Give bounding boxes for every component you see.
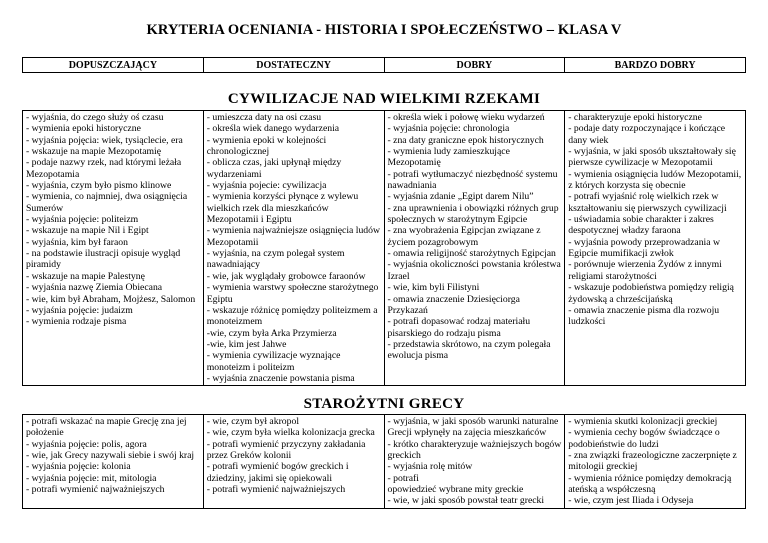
criterion-item: - wyjaśnia, w jaki sposób ukształtowały się pierwsze cywilizacje w Mezopotamii [568, 146, 736, 169]
criterion-item: - porównuje wierzenia Żydów z innymi religiami starożytności [568, 259, 722, 282]
criteria-cell [23, 111, 204, 386]
criterion-item: - wyjaśnia pojęcie: mit, mitologia [26, 472, 157, 484]
criterion-item: - omawia znaczenie pisma dla rozwoju ludzkości [568, 304, 720, 328]
level-header-dostateczny: DOSTATECZNY [203, 58, 384, 73]
criterion-item: -wie, kim jest Jahwe [206, 338, 287, 350]
criterion-item: - wskazuje różnicę pomiędzy politeizmem a monoteizmem [206, 304, 378, 328]
criterion-item: - wyjaśnia pojecie: cywilizacja [206, 180, 327, 192]
criterion-item: - potrafi wskazać na mapie Grecję zna jej położenie [26, 416, 187, 439]
criteria-cell [23, 415, 204, 509]
criteria-cell [203, 111, 384, 386]
criteria-cell [384, 415, 565, 509]
criterion-item: - potrafi [387, 472, 419, 484]
criterion-item: - wskazuje na mapie Nil i Egipt [26, 225, 149, 237]
criterion-item: - wyjaśnia pojęcie: polis, agora [26, 438, 147, 450]
criterion-item: - oblicza czas, jaki upłynął między wydarzeniami [206, 157, 342, 180]
criterion-item: - omawia religijność starożytnych Egipcjan [387, 248, 556, 260]
criterion-item: - wymienia, co najmniej, dwa osiągnięcia Sumerów [26, 191, 188, 214]
criterion-item: - wskazuje na mapie Palestynę [26, 270, 145, 282]
level-header-dopuszczajacy: DOPUSZCZAJĄCY [23, 58, 204, 73]
criterion-item: - charakteryzuje epoki historyczne [568, 112, 702, 123]
criterion-item: - wskazuje na mapie Mezopotamię [26, 146, 162, 158]
criterion-item: - potrafi wymienić najważniejszych [26, 484, 165, 496]
section-heading-grecy: STAROŻYTNI GRECY [303, 396, 465, 412]
criteria-table-cywilizacje [22, 110, 746, 386]
criterion-item: - wymienia warstwy społeczne starożytnego Egiptu [206, 282, 379, 305]
criterion-item: - omawia znaczenie Dziesięciorga Przykazań [387, 293, 520, 316]
criterion-item: - umieszcza daty na osi czasu [206, 112, 322, 123]
criterion-item: - wie, czym była wielka kolonizacja grecka [206, 427, 375, 439]
criterion-item: - zna daty graniczne epok historycznych [387, 134, 544, 146]
criterion-item: - wyjaśnia okoliczności powstania królestwa Izrael [387, 259, 561, 282]
criterion-item: - wyjaśnia, czym było pismo klinowe [26, 180, 172, 192]
criterion-item: - wie, czym był akropol [206, 416, 300, 427]
criterion-item: - wymienia osiągnięcia ludów Mezopotamii, z których korzysta się obecnie [568, 168, 742, 192]
criterion-item: - wie, kim byli Filistyni [387, 282, 480, 294]
criterion-item: - wyjaśnia nazwę Ziemia Obiecana [26, 282, 163, 294]
criterion-item: - krótko charakteryzuje ważniejszych bogów greckich [387, 438, 562, 462]
criterion-item: - zna związki frazeologiczne zaczerpnięte z mitologii greckiej [568, 450, 737, 473]
criterion-item: - zna uprawnienia i obowiązki różnych grup społecznych w starożytnym Egipcie [387, 202, 559, 226]
criterion-item: - wyjaśnia, kim był faraon [26, 236, 128, 248]
section-heading-cywilizacje: CYWILIZACJE NAD WIELKIMI RZEKAMI [227, 91, 541, 107]
criterion-item: - wyjaśnia pojęcie: chronologia [387, 123, 510, 135]
criterion-item: - zna wyobrażenia Egipcjan związane z życiem pozagrobowym [387, 225, 541, 248]
criterion-item: - wymienia epoki w kolejności chronologicznej [206, 134, 327, 158]
criterion-item: - uświadamia sobie charakter i zakres despotycznej władzy faraona [568, 214, 714, 237]
criterion-item: - potrafi wymienić przyczyny zakładania przez Greków kolonii [206, 438, 366, 462]
criterion-item: - określa wiek danego wydarzenia [206, 123, 340, 135]
criterion-item: - wyjaśnia zdanie „Egipt darem Nilu” [387, 191, 534, 203]
criterion-item: - wyjaśnia pojęcia: wiek, tysiąclecie, era [26, 134, 183, 146]
criterion-item: opowiedzieć wybrane mity greckie [387, 484, 524, 496]
criterion-item: - wymienia cywilizacje wyznające monoteizm i politeizm [206, 350, 341, 373]
criterion-item: - wie, w jaki sposób powstał teatr grecki [387, 495, 545, 507]
criterion-item: - potrafi dopasować rodzaj materiału pisarskiego do rodzaju pisma [387, 316, 531, 339]
criterion-item: - wymienia epoki historyczne [26, 123, 141, 135]
criterion-item: - wyjaśnia pojęcie: judaizm [26, 304, 133, 316]
criterion-item: - wymienia rodzaje pisma [26, 316, 127, 328]
grade-levels-header [22, 57, 746, 73]
criterion-item: - potrafi wytłumaczyć niezbędność systemu nawadniania [387, 168, 558, 192]
level-header-bardzo-dobry: BARDZO DOBRY [565, 58, 746, 73]
criterion-item: - wie, kim był Abraham, Mojżesz, Salomon [26, 293, 196, 305]
page-title: KRYTERIA OCENIANIA - HISTORIA I SPOŁECZEŃSTWO – KLASA V [146, 22, 622, 38]
criterion-item: - podaje nazwy rzek, nad którymi leżała Mezopotamia [26, 157, 182, 180]
criteria-cell [565, 111, 746, 386]
criterion-item: - wyjaśnia znaczenie powstania pisma [206, 372, 355, 384]
criteria-cell [565, 415, 746, 509]
criterion-item: - określa wiek i połowę wieku wydarzeń [387, 112, 545, 123]
criterion-item: - wskazuje podobieństwa pomiędzy religią żydowską a chrześcijańską [568, 282, 734, 305]
criterion-item: - wymienia skutki kolonizacji greckiej [568, 416, 718, 427]
criterion-item: - wyjaśnia, w jaki sposób warunki naturalne Grecji wpłynęły na zajęcia mieszkańców [387, 416, 559, 439]
criteria-table-grecy [22, 414, 746, 509]
criterion-item: - wyjaśnia, do czego służy oś czasu [26, 112, 164, 123]
criterion-item: - przedstawia skrótowo, na czym polegała ewolucja pisma [387, 338, 551, 362]
criterion-item: - na podstawie ilustracji opisuje wygląd piramidy [26, 248, 181, 271]
criterion-item: - wie, jak wyglądały grobowce faraonów [206, 270, 366, 282]
criterion-item: - wyjaśnia, na czym polegał system nawadniający [206, 248, 345, 271]
criterion-item: - wyjaśnia powody przeprowadzania w Egipcie mumifikacji zwłok [568, 236, 720, 260]
criterion-item: - potrafi wymienić bogów greckich i dziedziny, jakimi się opiekowali [206, 461, 349, 484]
criterion-item: - wymienia ludy zamieszkujące Mezopotamię [387, 146, 510, 169]
criterion-item: - wymienia korzyści płynące z wylewu wielkich rzek dla mieszkańców Mezopotamii i Egiptu [206, 191, 359, 226]
criterion-item: - podaje daty rozpoczynające i kończące dany wiek [568, 123, 726, 146]
criteria-cell [203, 415, 384, 509]
criteria-cell [384, 111, 565, 386]
criterion-item: - wyjaśnia pojęcie: politeizm [26, 214, 139, 226]
criterion-item: - wyjaśnia pojęcie: kolonia [26, 461, 131, 473]
criterion-item: - potrafi wymienić najważniejszych [206, 484, 346, 496]
criterion-item: - wyjaśnia rolę mitów [387, 461, 473, 473]
level-header-dobry: DOBRY [384, 58, 565, 73]
criterion-item: -wie, czym była Arka Przymierza [206, 327, 337, 339]
criterion-item: - wymienia różnice pomiędzy demokracją ateńską a współczesną [568, 472, 732, 496]
criterion-item: - wie, jak Grecy nazywali siebie i swój kraj [26, 450, 195, 462]
criterion-item: - wie, czym jest Iliada i Odyseja [568, 495, 694, 507]
criterion-item: - potrafi wyjaśnić rolę wielkich rzek w kształtowaniu się pierwszych cywilizacji [568, 191, 727, 214]
criterion-item: - wymienia cechy bogów świadczące o podobieństwie do ludzi [568, 427, 720, 450]
criterion-item: - wymienia najważniejsze osiągnięcia ludów Mezopotamii [206, 225, 380, 248]
